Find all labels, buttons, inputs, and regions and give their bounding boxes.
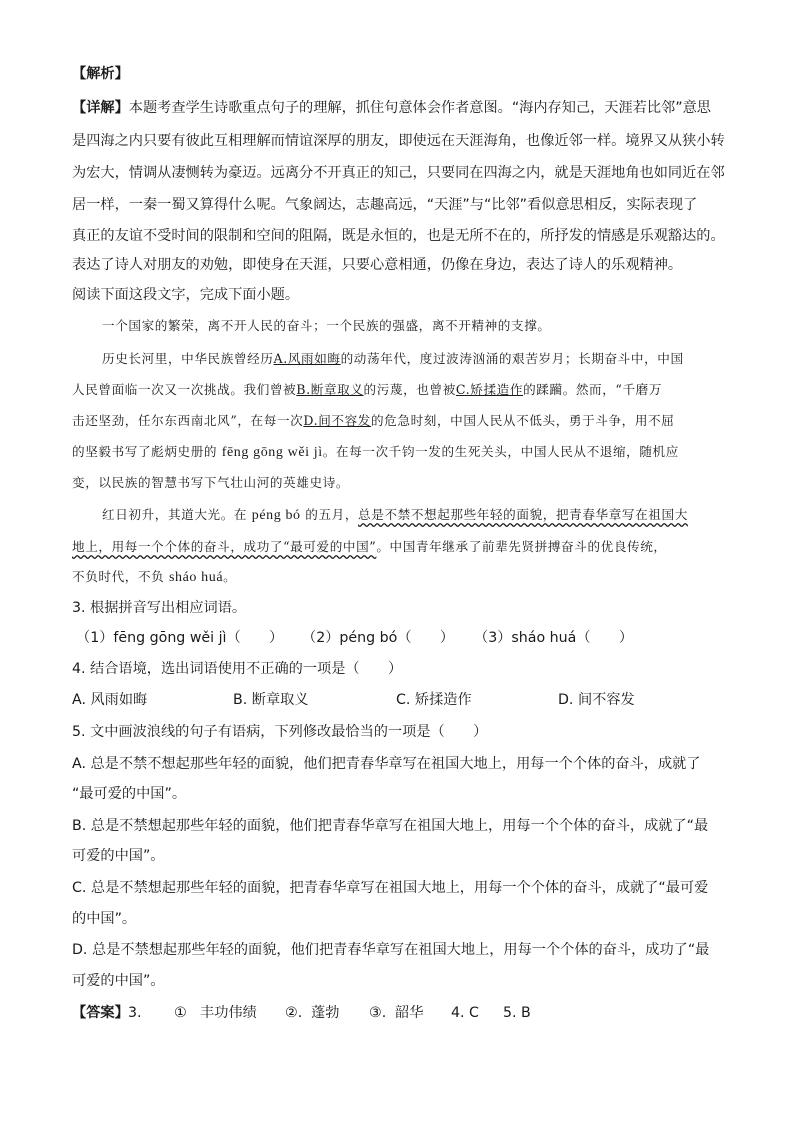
q5-option-b-line2: 可爱的中国”。	[72, 848, 165, 864]
detail-tag: 【详解】	[72, 100, 129, 116]
pinyin-pengbo: péng bó	[251, 508, 301, 523]
q3-item-2: （2）péng bó（ ）	[302, 630, 455, 646]
passage-p1: 一个国家的繁荣，离不开人民的奋斗；一个民族的强盛，离不开精神的支撑。	[102, 318, 551, 333]
answer-mark-3: ③.	[369, 1005, 387, 1021]
option-b-underline: B.断章取义	[296, 382, 364, 397]
q5-option-d-line2: 可爱的中国”。	[72, 973, 165, 989]
analysis-line-2: 是四海之内只要有彼此互相理解而情谊深厚的朋友，即使远在天涯海角，也像近邻一样。境界又从狭小转	[72, 133, 725, 149]
reading-intro: 阅读下面这段文字，完成下面小题。	[72, 287, 300, 303]
answer-q5: 5. B	[503, 1005, 531, 1021]
q4-option-c: C. 矫揉造作	[396, 692, 472, 708]
analysis-line-1: 【详解】本题考查学生诗歌重点句子的理解，抓住句意体会作者意图。“海内存知己，天涯若比邻”意思	[72, 100, 711, 116]
analysis-line-4: 居一样，一秦一蜀又算得什么呢。气象阔达，志趣高远，“天涯”与“比邻”看似意思相反，实际表现了	[72, 197, 698, 213]
q3-item-3: （3）sháo huá（ ）	[474, 630, 634, 646]
analysis-line-5: 真正的友谊不受时间的限制和空间的阻隔，既是永恒的，也是无所不在的，所抒发的情感是乐观豁达的。	[72, 228, 725, 244]
q5-option-a-line2: “最可爱的中国”。	[72, 786, 187, 802]
passage-p2-line4: 的坚毅书写了彪炳史册的 fēng gōng wěi jì。在每一次千钧一发的生死关头，中国人民从不退缩，随机应	[72, 444, 679, 460]
q4-option-a: A. 风雨如晦	[72, 692, 148, 708]
q5-option-d-line1: D. 总是不禁想起那些年轻的面貌，他们把青春华章写在祖国大地上，用每一个个体的奋斗，成功了“最	[72, 942, 710, 958]
answer-q3-num: 3.	[128, 1005, 142, 1021]
passage-p2-line2: 人民曾面临一次又一次挑战。我们曾被B.断章取义的污蔑，也曾被C.矫揉造作的蹂躏。然而，“千磨万	[72, 382, 663, 397]
answer-3: 韶华	[395, 1005, 424, 1021]
answer-2: 蓬勃	[311, 1005, 340, 1021]
q5-stem: 5. 文中画波浪线的句子有语病，下列修改最恰当的一项是（ ）	[72, 724, 488, 740]
answer-tag: 【答案】	[72, 1005, 129, 1021]
q5-option-c-line1: C. 总是不禁想起那些年轻的面貌，把青春华章写在祖国大地上，用每一个个体的奋斗，成就了“最可爱	[72, 880, 709, 896]
pinyin-fenggongweiji: fēng gōng wěi jì	[221, 445, 323, 460]
answer-q4: 4. C	[451, 1005, 479, 1021]
q5-option-b-line1: B. 总是不禁想起那些年轻的面貌，他们把青春华章写在祖国大地上，用每一个个体的奋斗，成就了“最	[72, 818, 709, 834]
pinyin-shaohua: sháo huá	[168, 570, 224, 585]
answer-mark-2: ②.	[285, 1005, 303, 1021]
passage-p3-line3: 不负时代，不负 sháo huá。	[72, 569, 237, 585]
passage-p3-line2: 地上，用每一个个体的奋斗，成功了“最可爱的中国”。中国青年继承了前辈先贤拼搏奋斗的优良传统，	[72, 539, 667, 554]
analysis-line-3: 为宏大，情调从凄恻转为豪迈。远离分不开真正的知己，只要同在四海之内，就是天涯地角也如同近在邻	[72, 165, 725, 181]
passage-p2-line3: 击还坚劲，任尔东西南北风”，在每一次D.间不容发的危急时刻，中国人民从不低头，勇于斗争，用不屈	[72, 413, 675, 428]
wavy-sentence-part2: 地上，用每一个个体的奋斗，成功了“最可爱的中国”	[72, 539, 377, 554]
q5-option-a-line1: A. 总是不禁不想起那些年轻的面貌，他们把青春华章写在祖国大地上，用每一个个体的奋斗，成就了	[72, 756, 701, 772]
option-d-underline: D.间不容发	[303, 413, 371, 428]
passage-p2-line1: 历史长河里，中华民族曾经历A.风雨如晦的动荡年代，度过波涛汹涌的艰苦岁月；长期奋斗中，中国	[102, 351, 684, 366]
q4-stem: 4. 结合语境，选出词语使用不正确的一项是（ ）	[72, 661, 403, 677]
answer-mark-1: ①	[174, 1005, 187, 1021]
q4-option-b: B. 断章取义	[233, 692, 309, 708]
q3-stem: 3. 根据拼音写出相应词语。	[72, 600, 247, 616]
answer-1: 丰功伟绩	[200, 1005, 257, 1021]
passage-p2-line5: 变，以民族的智慧书写下气壮山河的英雄史诗。	[72, 475, 350, 490]
option-c-underline: C.矫揉造作	[455, 382, 524, 397]
passage-p3-line1: 红日初升，其道大光。在 péng bó 的五月，总是不禁不想起那些年轻的面貌，把青春华章写在祖国大	[102, 507, 688, 523]
option-a-underline: A.风雨如晦	[273, 351, 341, 366]
analysis-header: 【解析】	[72, 66, 129, 82]
analysis-line-6: 表达了诗人对朋友的劝勉，即使身在天涯，只要心意相通，仍像在身边，表达了诗人的乐观精神。	[72, 257, 683, 273]
q5-option-c-line2: 的中国”。	[72, 911, 137, 927]
q3-item-1: （1）fēng gōng wěi jì（ ）	[76, 630, 284, 646]
q4-option-d: D. 间不容发	[558, 692, 635, 708]
wavy-sentence-part1: 总是不禁不想起那些年轻的面貌，把青春华章写在祖国大	[358, 507, 688, 522]
